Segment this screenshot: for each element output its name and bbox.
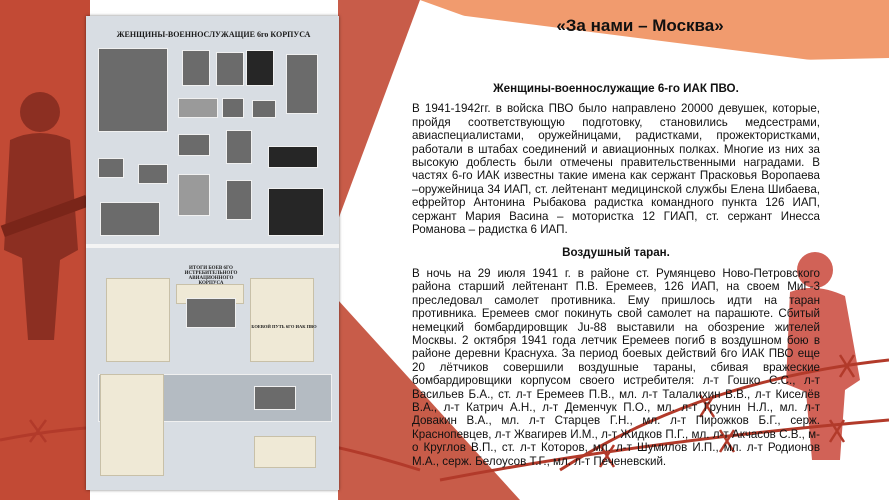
- list-sheet: [100, 374, 164, 476]
- photo-row2-1: [178, 134, 210, 156]
- photo-small-2: [222, 98, 244, 118]
- results-table-sheet-2: [250, 278, 314, 362]
- museum-stand-photo: [86, 16, 339, 490]
- section-heading-ramming: Воздушный таран.: [562, 246, 670, 260]
- photo-row3-2: [138, 164, 168, 184]
- section-heading-women: Женщины-военнослужащие 6-го ИАК ПВО.: [493, 82, 739, 95]
- photo-row3-3: [178, 174, 210, 216]
- text-sheet-lower: [254, 436, 316, 468]
- photo-portrait-1: [182, 50, 210, 86]
- photo-row2-3: [268, 146, 318, 168]
- photo-small-3: [252, 100, 276, 118]
- photo-soldiers-group: [100, 202, 160, 236]
- photo-row3-4: [226, 180, 252, 220]
- results-table-sheet: [106, 278, 170, 362]
- photo-row2-2: [226, 130, 252, 164]
- photo-woman-standing: [286, 54, 318, 114]
- slide-title: «За нами – Москва»: [556, 16, 724, 35]
- stand-caption-battles: ИТОГИ БОЕВ 6ГО ИСТРЕБИТЕЛЬНОГО АВИАЦИОННОГО: [184, 266, 238, 281]
- photo-pilots: [186, 298, 236, 328]
- stand-header: ЖЕНЩИНЫ-ВОЕННОСЛУЖАЩИЕ 6го КОРПУСА: [116, 30, 311, 39]
- paragraph-women: В 1941-1942гг. в войска ПВО было направлено 20000 девушек, которые, пройдя соответствующую подготовку, становились медсестрами, авиаспециалистами, оружейницами, радистками, прожектористками, работали в штабах соединений и авиационных полках. Многие из них за высокую доблесть были отмечены правительственными наградами. В частях 6-го ИАК известны такие имена как сержант Прасковья Воропаева –оружейница 34 ИАП, ст. лейтенант медицинской службы Елена Шибаева, ефрейтор Антонина Рыбакова радистка командного пункта 126 ИАП, сержант Мария Васина – мотористка 12 ГИАП, ст. сержант Инесса Романова – радистка 6 ИАП.: [412, 102, 820, 237]
- photo-row3-5: [268, 188, 324, 236]
- panel-divider: [86, 244, 339, 248]
- stand-caption-path: БОЕВОЙ ПУТЬ 6ГО ИАК ПВО: [251, 324, 317, 329]
- photo-portrait-2: [216, 52, 244, 86]
- photo-group-small: [178, 98, 218, 118]
- photo-lower-1: [254, 386, 296, 410]
- text-column: [412, 82, 820, 478]
- photo-aircrew: [98, 48, 168, 132]
- photo-row3-1: [98, 158, 124, 178]
- paragraph-ramming: В ночь на 29 июля 1941 г. в районе ст. Румянцево Ново-Петровского района старший лейтенант П.В. Еремеев, 126 ИАП, на своем МиГ-3 преследовал самолет противника. Ему пришлось идти на таран противника. Еремеев смог покинуть свой самолет на парашюте. Сбитый немецкий бомбардировщик Ju-88 выставили на обозрение жителей Москвы. 2 октября 1941 года летчик Еремеев погиб в воздушном бою в районе деревни Краснуха. За период боевых действий 6го ИАК ПВО еще 20 лётчиков совершили воздушные тараны, сбивая вражеские бомбардировщики корпусом своего истребителя: л-т Гошко С.С., л-т Васильев Б.А., ст. л-т Еремеев П.В., мл. л-т Талалихин В.В., л-т Киселёв В.А., л-т Катрич А.Н., л-т Деменчук П.О., мл. л-т Грунин Н.Л., мл. л-т Довакин В.А., мл. л-т Старцев Г.Н., мл. л-т Пирожков Б.Г., серж. Краснопевцев, л-т Жвагирев И.М., л-т Жидков П.Г., мл. л-т Акчасов С.В., м-о Круглов В.П., ст. л-т Которов, мл. л-т Шумилов И.П., мл. л-т Родионов М.А., серж. Белоусов Т.Г., мл. л-т Печеневский.: [412, 266, 820, 468]
- photo-portrait-3: [246, 50, 274, 86]
